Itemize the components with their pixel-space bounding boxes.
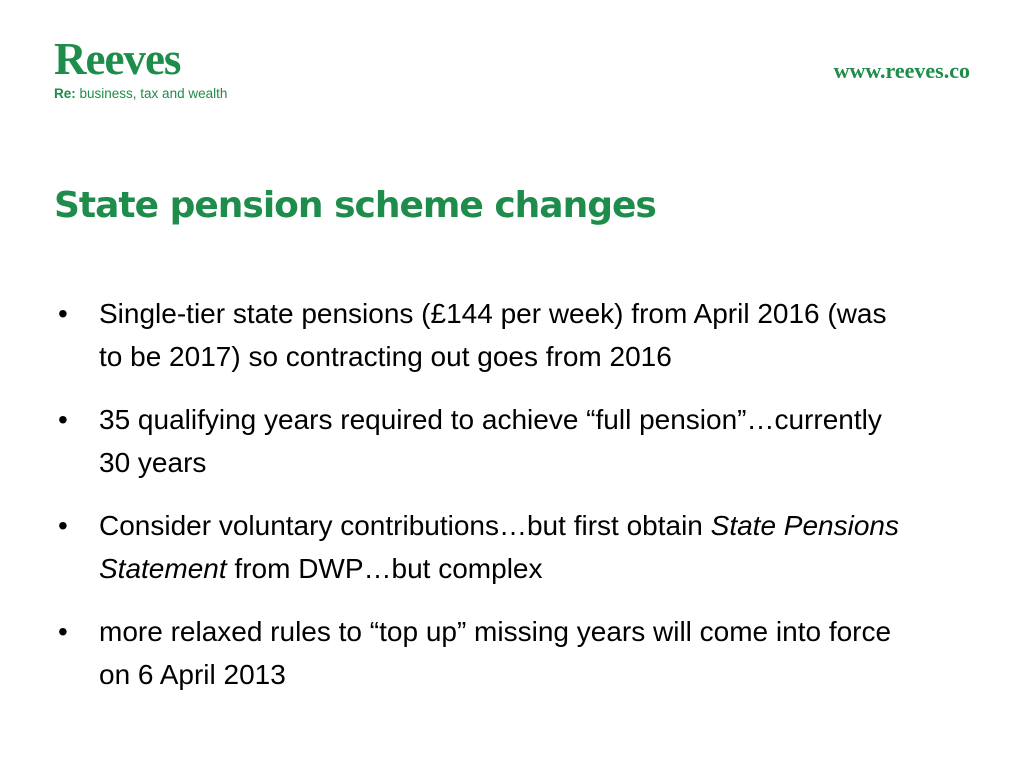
tagline-text: business, tax and wealth [75, 86, 228, 101]
bullet-point-icon: • [58, 510, 68, 541]
bullet-text: Single-tier state pensions (£144 per week) from April 2016 (was to be 2017) so contracting out goes from 2016 [99, 298, 887, 372]
bullet-text: more relaxed rules to “top up” missing years will come into force on 6 April 2013 [99, 616, 892, 690]
bullet-item-single-tier [54, 292, 914, 378]
bullet-point-icon: • [58, 616, 68, 647]
reeves-logo [54, 36, 227, 102]
bullet-item-voluntary-contributions [54, 504, 914, 590]
bullet-point-icon: • [58, 404, 68, 435]
bullet-item-top-up-rules [54, 610, 914, 696]
bullet-point-icon: • [58, 298, 68, 329]
slide-title: State pension scheme changes [54, 185, 656, 226]
bullet-text [99, 510, 899, 584]
bullet-text: 35 qualifying years required to achieve “full pension”…currently 30 years [99, 404, 882, 478]
bullet-text-part: Consider voluntary contributions…but first obtain [99, 510, 711, 541]
website-url: www.reeves.co [833, 58, 970, 83]
bullet-list [54, 292, 914, 716]
bullet-text-part: from DWP…but complex [226, 553, 543, 584]
logo-wordmark: Reeves [54, 34, 181, 84]
tagline-prefix: Re: [54, 86, 76, 101]
statement-name: State Pensions Statement [99, 510, 899, 584]
bullet-item-qualifying-years [54, 398, 914, 484]
logo-tagline [54, 86, 227, 102]
